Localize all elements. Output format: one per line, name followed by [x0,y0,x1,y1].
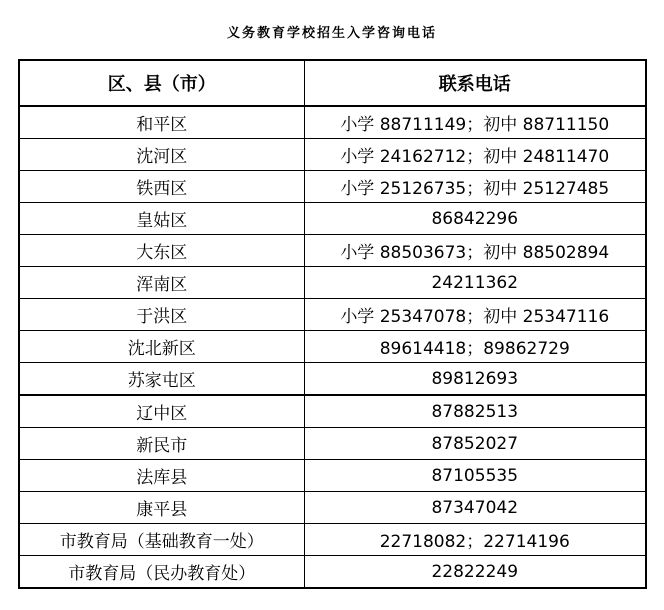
phone-cell: 87882513 [304,395,646,428]
district-cell: 康平县 [19,492,304,524]
phone-cell: 89812693 [304,363,646,396]
table-row [19,428,646,460]
phone-cell: 22718082；22714196 [304,524,646,556]
table-row [19,460,646,492]
district-cell: 苏家屯区 [19,363,304,396]
district-cell: 法库县 [19,460,304,492]
district-cell: 浑南区 [19,267,304,299]
district-cell: 和平区 [19,106,304,139]
phone-cell: 87105535 [304,460,646,492]
table-row [19,363,646,396]
district-cell: 沈河区 [19,139,304,171]
district-cell: 辽中区 [19,395,304,428]
district-cell: 新民市 [19,428,304,460]
phone-cell: 24211362 [304,267,646,299]
district-cell: 沈北新区 [19,331,304,363]
phone-cell: 87852027 [304,428,646,460]
table-row [19,395,646,428]
table-row [19,203,646,235]
document-title: 义务教育学校招生入学咨询电话 [226,26,437,41]
phone-cell: 小学 88711149；初中 88711150 [304,106,646,139]
phone-cell: 87347042 [304,492,646,524]
district-cell: 市教育局（民办教育处） [19,556,304,589]
district-cell: 皇姑区 [19,203,304,235]
phone-cell: 小学 25347078；初中 25347116 [304,299,646,331]
phone-cell: 86842296 [304,203,646,235]
phone-cell: 89614418；89862729 [304,331,646,363]
consultation-phone-table [18,59,647,589]
table-header-row [19,60,646,106]
phone-cell: 小学 88503673；初中 88502894 [304,235,646,267]
district-column-header: 区、县（市） [19,60,304,106]
table-row [19,492,646,524]
table-row [19,331,646,363]
table-row [19,267,646,299]
phone-cell: 小学 25126735；初中 25127485 [304,171,646,203]
table-row [19,235,646,267]
phone-cell: 小学 24162712；初中 24811470 [304,139,646,171]
table-row [19,556,646,589]
district-cell: 大东区 [19,235,304,267]
district-cell: 市教育局（基础教育一处） [19,524,304,556]
phone-column-header: 联系电话 [304,60,646,106]
district-cell: 铁西区 [19,171,304,203]
table-row [19,106,646,139]
district-cell: 于洪区 [19,299,304,331]
table-row [19,171,646,203]
table-row [19,524,646,556]
table-row [19,299,646,331]
phone-cell: 22822249 [304,556,646,589]
table-row [19,139,646,171]
